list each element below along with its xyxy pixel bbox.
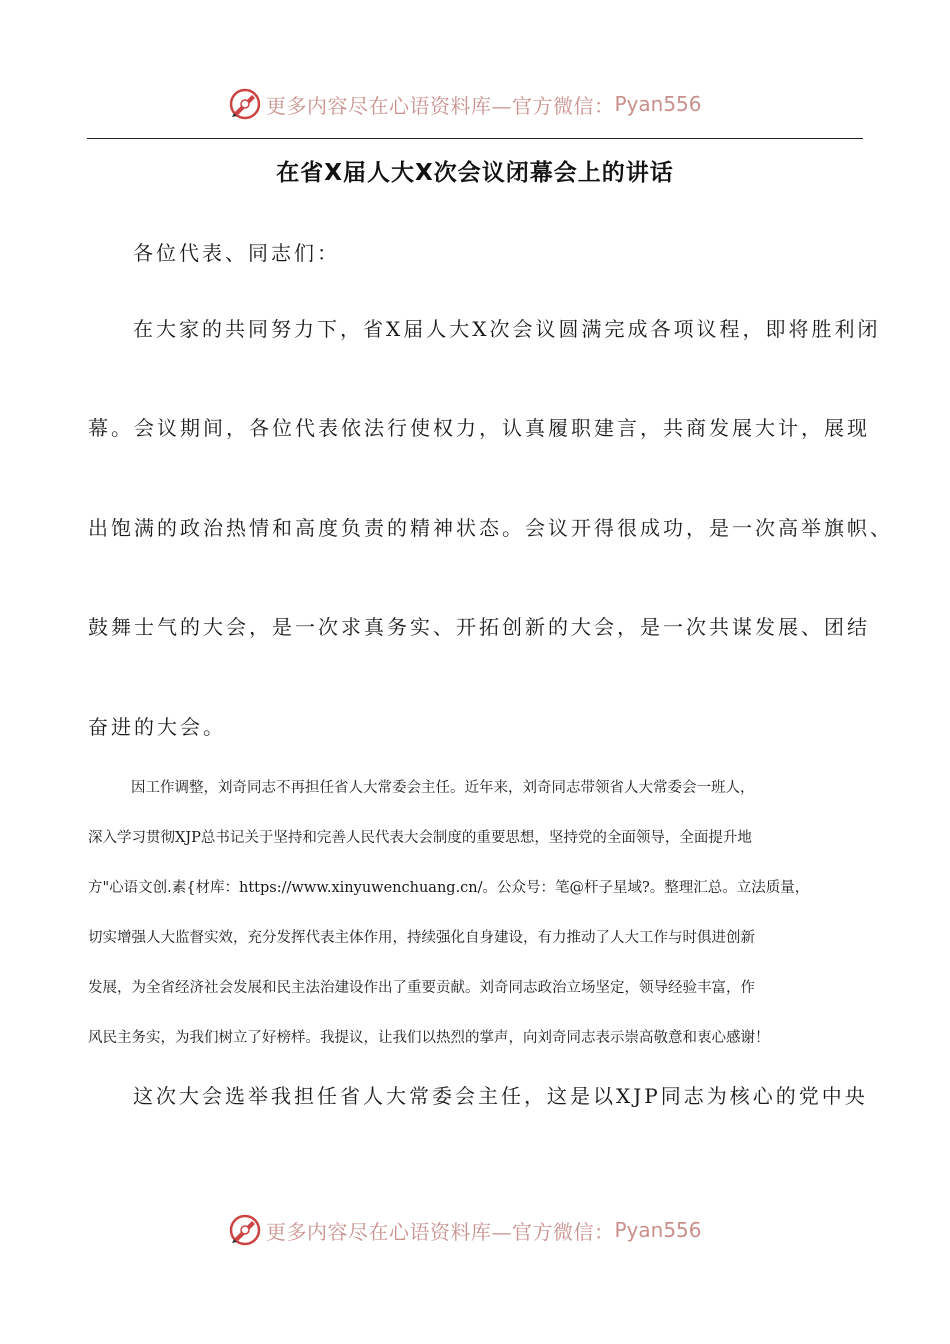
banner-handle: Pyan556 [614,1218,702,1242]
salutation-text: 各位代表、同志们： [133,241,340,265]
paragraph-line: 方"心语文创.素{材库：https://www.xinyuwenchuang.cn/。公众号：笔@杆子星域?。整理汇总。立法质量， [88,880,810,896]
banner-text: 更多内容尽在心语资料库—官方微信： [266,1219,615,1244]
paragraph-line: 在大家的共同努力下，省X届人大X次会议圆满完成各项议程，即将胜利闭 [133,317,881,341]
paragraph-line: 这次大会选举我担任省人大常委会主任，这是以XJP同志为核心的党中央 [133,1084,868,1108]
pen-logo-icon [228,1213,262,1247]
paragraph-line: 鼓舞士气的大会，是一次求真务实、开拓创新的大会，是一次共谋发展、团结 [88,615,870,639]
banner-handle: Pyan556 [614,92,702,116]
paragraph-line: 切实增强人大监督实效，充分发挥代表主体作用，持续强化自身建设，有力推动了人大工作与时俱进创新 [88,930,755,946]
paragraph-line: 幕。会议期间，各位代表依法行使权力，认真履职建言，共商发展大计，展现 [88,416,870,440]
header-banner [0,82,950,126]
pen-logo-icon [228,87,262,121]
paragraph-line: 发展，为全省经济社会发展和民主法治建设作出了重要贡献。刘奇同志政治立场坚定，领导经验丰富，作 [88,980,755,996]
paragraph-line: 深入学习贯彻XJP总书记关于坚持和完善人民代表大会制度的重要思想，坚持党的全面领导，全面提升地 [88,830,752,846]
footer-banner [0,1208,950,1252]
paragraph-line: 因工作调整，刘奇同志不再担任省人大常委会主任。近年来，刘奇同志带领省人大常委会一班人， [131,780,755,796]
paragraph-line: 奋进的大会。 [88,715,226,739]
paragraph-line: 出饱满的政治热情和高度负责的精神状态。会议开得很成功，是一次高举旗帜、 [88,516,893,540]
banner-text: 更多内容尽在心语资料库—官方微信： [266,93,615,118]
header-rule [87,138,863,139]
paragraph-line: 风民主务实，为我们树立了好榜样。我提议，让我们以热烈的掌声，向刘奇同志表示崇高敬意和衷心感谢！ [88,1030,770,1046]
document-title: 在省X届人大X次会议闭幕会上的讲话 [276,160,674,186]
